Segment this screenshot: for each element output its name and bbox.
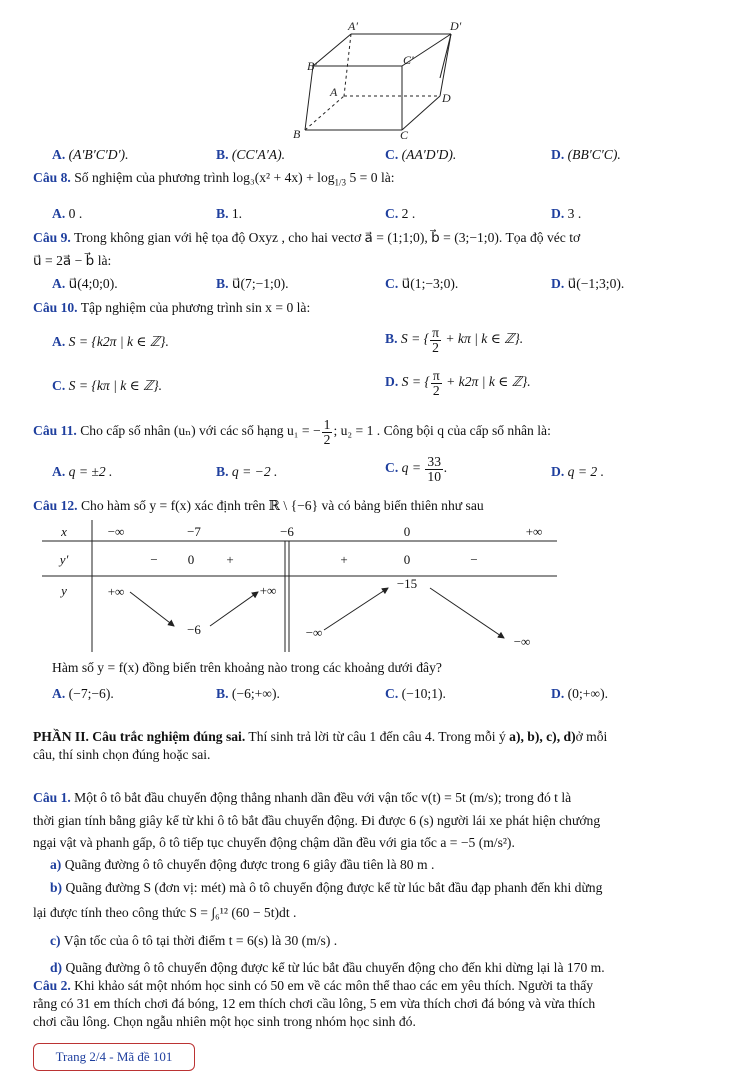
- p2q2-line1: Câu 2. Khi khảo sát một nhóm học sinh có 50 em về các môn thể thao các em yêu thích. Người ta thấy: [33, 978, 594, 993]
- p2q1-line2: thời gian tính bằng giây kể từ khi ô tô bắt đầu chuyển động. Đi được 6 (s) người lái xe phát hiện chướng: [33, 813, 601, 828]
- q7-option-b[interactable]: [216, 147, 285, 163]
- x-value: 0: [403, 524, 411, 539]
- p2q1-item-b[interactable]: b) Quãng đường S (đơn vị: mét) mà ô tô chuyển động được kể từ lúc bắt đầu đạp phanh đến khi dừng: [50, 880, 603, 895]
- q9-stem: [33, 230, 580, 246]
- fraction: $\frac{\pi}{2}$: [432, 368, 440, 398]
- vertex-label-d1: D′: [450, 19, 462, 33]
- q12-question: Hàm số y = f(x) đồng biến trên khoảng nào trong các khoảng dưới đây?: [52, 660, 442, 675]
- option-text: (AA′D′D).: [401, 147, 457, 162]
- x-value: +∞: [525, 524, 543, 539]
- q10-option-b[interactable]: B. S = { $\frac{\pi}{2}$ + kπ | k ∈ ℤ}.: [385, 325, 524, 355]
- option-key: A.: [52, 147, 66, 162]
- q7-option-a[interactable]: [52, 147, 128, 163]
- p2q1-item-c[interactable]: c) Vận tốc của ô tô tại thời điểm t = 6(s) là 30 (m/s) .: [50, 933, 338, 948]
- option-key: D.: [551, 147, 565, 162]
- q8-option-c[interactable]: C. 2 .: [385, 206, 416, 221]
- y-value: −∞: [305, 625, 323, 640]
- q12-stem: [33, 498, 484, 514]
- part2-heading: PHẦN II. Câu trắc nghiệm đúng sai.: [33, 729, 246, 744]
- q7-option-d[interactable]: [551, 147, 621, 163]
- yprime-sign: −: [470, 552, 478, 567]
- q11-option-d[interactable]: D. q = 2 .: [551, 464, 604, 479]
- q9-stem-2: u⃗ = 2a⃗ − b⃗ là:: [33, 253, 112, 268]
- option-key: B.: [216, 147, 229, 162]
- y-value: −6: [187, 622, 201, 637]
- yprime-sign: +: [226, 552, 234, 567]
- row-label-x: x: [61, 524, 67, 539]
- equation: log₃(x² + 4x) + log: [232, 170, 335, 185]
- x-value: −∞: [107, 524, 125, 539]
- footer-text: Trang 2/4 - Mã đề 101: [55, 1049, 173, 1064]
- q12-option-c[interactable]: C. (−10;1).: [385, 686, 446, 701]
- q8-option-d[interactable]: D. 3 .: [551, 206, 582, 221]
- y-value: −15: [396, 576, 418, 591]
- q9-option-b[interactable]: B. u⃗(7;−1;0).: [216, 276, 289, 291]
- p2q1-line3: ngại vật và phanh gấp, ô tô tiếp tục chuyển động chậm dần đều với gia tốc a = −5 (m/s²).: [33, 835, 515, 850]
- y-value: +∞: [259, 583, 277, 598]
- q11-option-c[interactable]: C. q = $\frac{33}{10}$ .: [385, 454, 448, 484]
- q10-option-d[interactable]: D. S = { $\frac{\pi}{2}$ + k2π | k ∈ ℤ}.: [385, 368, 531, 398]
- q8-stem: Câu 8. Số nghiệm của phương trình $\log_3(x^2 + 4x) + \log_{1/3} 5 = 0$ là:: [33, 170, 395, 188]
- question-text-after: là:: [380, 170, 395, 185]
- p2q1-item-b2: lại được tính theo công thức S = ∫₆¹² (60 − 5t)dt .: [33, 905, 297, 920]
- p2q2-line2: rằng có 31 em thích chơi đá bóng, 12 em thích chơi cầu lông, 5 em vừa thích chơi đá bóng và vừa thích: [33, 996, 596, 1011]
- parallelepiped-figure: [290, 18, 470, 140]
- variation-table: [42, 520, 557, 652]
- yprime-sign: 0: [403, 552, 411, 567]
- question-text: Số nghiệm của phương trình: [74, 170, 230, 185]
- option-text: (CC′A′A).: [231, 147, 286, 162]
- question-text: Trong không gian với hệ tọa độ Oxyz , cho hai vectơ a⃗ = (1;1;0), b⃗ = (3;−1;0). Tọa độ véc tơ: [73, 230, 581, 245]
- q9-option-c[interactable]: C. u⃗(1;−3;0).: [385, 276, 459, 291]
- y-value: +∞: [107, 584, 125, 599]
- q9-option-a[interactable]: A. u⃗(4;0;0).: [52, 276, 118, 291]
- q7-option-c[interactable]: [385, 147, 456, 163]
- vertex-label-c: C: [400, 128, 409, 140]
- fraction: $\frac{\pi}{2}$: [432, 325, 439, 355]
- q10-stem: [33, 300, 310, 316]
- question-label: Câu 11.: [33, 423, 77, 439]
- q9-option-d[interactable]: D. u⃗(−1;3;0).: [551, 276, 625, 291]
- p2q2-line3: chơi cầu lông. Chọn ngẫu nhiên một học sinh trong nhóm học sinh đó.: [33, 1014, 416, 1029]
- vertex-label-b: B: [293, 127, 301, 140]
- vertex-label-d: D: [442, 91, 451, 105]
- question-label: Câu 9.: [33, 230, 71, 245]
- q10-option-a[interactable]: A. S = {k2π | k ∈ ℤ}.: [52, 334, 169, 349]
- p2q1-line1: Câu 1. Một ô tô bắt đầu chuyển động thẳng nhanh dần đều với vận tốc v(t) = 5t (m/s); trong đó t là: [33, 790, 572, 805]
- row-label-y: y: [61, 583, 67, 598]
- y-value: −∞: [513, 634, 531, 649]
- option-text: (BB′C′C).: [567, 147, 621, 162]
- q11-stem: [33, 418, 551, 446]
- question-text-b: ; u₂ = 1 . Công bội q của cấp số nhân là:: [333, 423, 551, 439]
- q12-option-d[interactable]: D. (0;+∞).: [551, 686, 609, 701]
- question-label: Câu 8.: [33, 170, 71, 185]
- vertex-label-a: A: [330, 85, 338, 99]
- q12-option-a[interactable]: A. (−7;−6).: [52, 686, 114, 701]
- question-text: Cho hàm số y = f(x) xác định trên ℝ \ {−6} và có bảng biến thiên như sau: [80, 498, 484, 513]
- yprime-sign: −: [150, 552, 158, 567]
- vertex-label-c1: C′: [403, 53, 414, 67]
- page-footer: [33, 1043, 195, 1071]
- yprime-sign: 0: [187, 552, 195, 567]
- vertex-label-b1: B′: [307, 59, 317, 73]
- fraction: $\frac{1}{2}$: [323, 417, 331, 447]
- fraction: $\frac{33}{10}$: [427, 454, 441, 484]
- p2q1-item-a[interactable]: a) Quãng đường ô tô chuyển động được trong 6 giây đầu tiên là 80 m .: [50, 857, 435, 872]
- p2q1-item-d[interactable]: d) Quãng đường ô tô chuyển động được kể từ lúc bắt đầu chuyển động cho đến khi dừng lại là 170 m.: [50, 960, 605, 975]
- yprime-sign: +: [340, 552, 348, 567]
- q8-option-b[interactable]: B. 1.: [216, 206, 243, 221]
- question-label: Câu 10.: [33, 300, 78, 315]
- vertex-label-a1: A′: [348, 19, 358, 33]
- question-label: Câu 12.: [33, 498, 78, 513]
- q11-option-a[interactable]: A. q = ±2 .: [52, 464, 113, 479]
- option-text: (A′B′C′D′).: [68, 147, 129, 162]
- option-key: C.: [385, 147, 399, 162]
- part2-intro: PHẦN II. Câu trắc nghiệm đúng sai. Thí sinh trả lời từ câu 1 đến câu 4. Trong mỗi ý a), b), c), d)ở mỗi câu, thí sinh chọn đúng hoặc sai.: [33, 729, 608, 762]
- question-text: Tập nghiệm của phương trình sin x = 0 là:: [80, 300, 311, 315]
- x-value: −7: [187, 524, 201, 539]
- x-value: −6: [280, 524, 294, 539]
- row-label-yprime: y′: [59, 552, 69, 567]
- q10-option-c[interactable]: C. S = {kπ | k ∈ ℤ}.: [52, 378, 163, 393]
- question-text: Cho cấp số nhân (uₙ) với các số hạng u₁ = −: [80, 423, 321, 439]
- q12-option-b[interactable]: B. (−6;+∞).: [216, 686, 280, 701]
- equation-tail: 5 = 0: [346, 170, 378, 185]
- q11-option-b[interactable]: B. q = −2 .: [216, 464, 278, 479]
- q8-option-a[interactable]: A. 0 .: [52, 206, 83, 221]
